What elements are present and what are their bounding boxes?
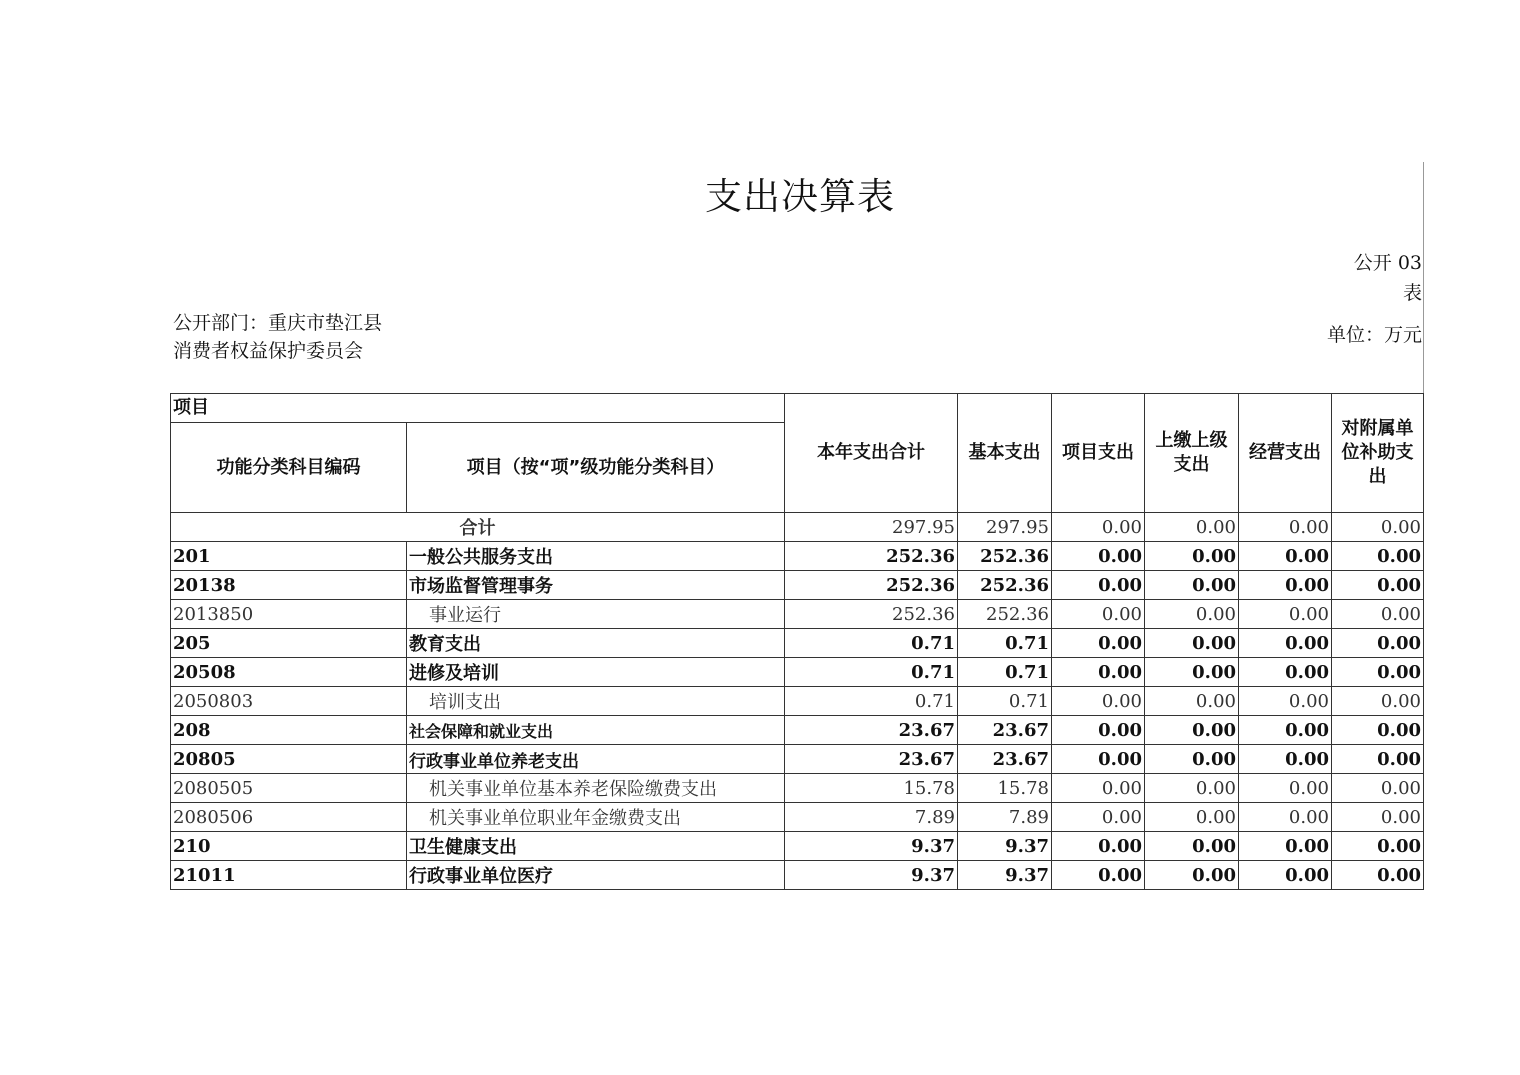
- header-business: 经营支出: [1239, 394, 1332, 513]
- header-subsidy: 对附属单位补助支出: [1332, 394, 1424, 513]
- row-value: 0.00: [1052, 571, 1145, 600]
- total-label: 合计: [171, 513, 785, 542]
- table-row: [171, 629, 1424, 658]
- row-value: 0.00: [1332, 745, 1424, 774]
- row-value: 0.00: [1332, 803, 1424, 832]
- row-value: 0.00: [1052, 658, 1145, 687]
- row-code: 21011: [171, 861, 407, 890]
- row-value: 0.00: [1145, 861, 1239, 890]
- department-label: 公开部门：重庆市垫江县消费者权益保护委员会: [173, 312, 383, 362]
- row-value: 0.00: [1332, 716, 1424, 745]
- row-value: 7.89: [785, 803, 958, 832]
- row-code: 2013850: [171, 600, 407, 629]
- row-value: 0.00: [1052, 861, 1145, 890]
- total-row: [171, 513, 1424, 542]
- row-name: 培训支出: [407, 687, 785, 716]
- row-value: 0.00: [1052, 745, 1145, 774]
- row-value: 0.00: [1239, 774, 1332, 803]
- row-value: 0.00: [1052, 716, 1145, 745]
- table-row: [171, 745, 1424, 774]
- row-code: 2050803: [171, 687, 407, 716]
- table-row: [171, 803, 1424, 832]
- table-row: [171, 600, 1424, 629]
- row-value: 0.00: [1239, 629, 1332, 658]
- row-value: 252.36: [958, 542, 1052, 571]
- row-name: 社会保障和就业支出: [407, 716, 785, 745]
- table-row: [171, 774, 1424, 803]
- row-value: 0.71: [958, 629, 1052, 658]
- table-row: [171, 716, 1424, 745]
- row-value: 9.37: [958, 861, 1052, 890]
- row-value: 0.00: [1052, 542, 1145, 571]
- row-value: 15.78: [785, 774, 958, 803]
- row-value: 0.00: [1145, 716, 1239, 745]
- row-value: 0.00: [1052, 832, 1145, 861]
- row-name: 事业运行: [407, 600, 785, 629]
- table-row: [171, 571, 1424, 600]
- row-value: 9.37: [785, 861, 958, 890]
- row-value: 0.00: [1052, 774, 1145, 803]
- row-value: 0.00: [1332, 600, 1424, 629]
- row-code: 20138: [171, 571, 407, 600]
- row-value: 0.00: [1239, 571, 1332, 600]
- row-code: 20508: [171, 658, 407, 687]
- table-row: [171, 861, 1424, 890]
- row-value: 0.00: [1332, 658, 1424, 687]
- row-value: 0.00: [1332, 774, 1424, 803]
- header-basic: 基本支出: [958, 394, 1052, 513]
- row-value: 23.67: [958, 716, 1052, 745]
- row-value: 0.00: [1239, 861, 1332, 890]
- row-value: 0.00: [1332, 687, 1424, 716]
- page-title: 支出决算表: [705, 175, 895, 218]
- row-value: 0.00: [1052, 629, 1145, 658]
- row-code: 208: [171, 716, 407, 745]
- table-row: [171, 687, 1424, 716]
- row-value: 0.71: [958, 658, 1052, 687]
- row-value: 0.00: [1052, 687, 1145, 716]
- row-value: 0.00: [1145, 542, 1239, 571]
- unit-label: 单位：万元: [1326, 324, 1422, 346]
- header-upper: 上缴上级支出: [1145, 394, 1239, 513]
- row-value: 0.71: [958, 687, 1052, 716]
- row-value: 0.00: [1052, 600, 1145, 629]
- header-name: 项目（按“项”级功能分类科目）: [407, 423, 785, 513]
- row-value: 0.71: [785, 658, 958, 687]
- row-value: 9.37: [958, 832, 1052, 861]
- row-value: 0.00: [1239, 745, 1332, 774]
- row-value: 0.00: [1332, 542, 1424, 571]
- row-value: 0.00: [1145, 803, 1239, 832]
- row-name: 行政事业单位医疗: [407, 861, 785, 890]
- row-value: 0.00: [1145, 600, 1239, 629]
- row-value: 9.37: [785, 832, 958, 861]
- row-value: 0.00: [1332, 629, 1424, 658]
- total-value: 0.00: [1332, 513, 1424, 542]
- row-value: 252.36: [785, 600, 958, 629]
- row-value: 0.00: [1239, 803, 1332, 832]
- row-value: 23.67: [785, 745, 958, 774]
- row-name: 机关事业单位职业年金缴费支出: [407, 803, 785, 832]
- expenditure-table: [170, 393, 1424, 890]
- header-total: 本年支出合计: [785, 394, 958, 513]
- row-value: 7.89: [958, 803, 1052, 832]
- row-value: 23.67: [958, 745, 1052, 774]
- row-value: 0.00: [1239, 600, 1332, 629]
- total-value: 0.00: [1052, 513, 1145, 542]
- row-value: 0.71: [785, 687, 958, 716]
- row-name: 教育支出: [407, 629, 785, 658]
- row-value: 15.78: [958, 774, 1052, 803]
- row-value: 0.00: [1145, 832, 1239, 861]
- row-value: 252.36: [785, 571, 958, 600]
- row-value: 0.00: [1145, 629, 1239, 658]
- row-code: 2080506: [171, 803, 407, 832]
- row-value: 0.00: [1145, 687, 1239, 716]
- header-project-exp: 项目支出: [1052, 394, 1145, 513]
- right-border-line: [1423, 162, 1424, 394]
- total-value: 0.00: [1239, 513, 1332, 542]
- row-value: 23.67: [785, 716, 958, 745]
- row-name: 卫生健康支出: [407, 832, 785, 861]
- header-code: 功能分类科目编码: [171, 423, 407, 513]
- row-value: 252.36: [785, 542, 958, 571]
- header-row-1: [171, 394, 1424, 423]
- row-name: 行政事业单位养老支出: [407, 745, 785, 774]
- row-value: 0.00: [1145, 571, 1239, 600]
- row-value: 0.71: [785, 629, 958, 658]
- row-value: 0.00: [1239, 832, 1332, 861]
- row-value: 0.00: [1239, 542, 1332, 571]
- total-value: 0.00: [1145, 513, 1239, 542]
- row-value: 0.00: [1145, 745, 1239, 774]
- row-name: 市场监督管理事务: [407, 571, 785, 600]
- row-value: 0.00: [1145, 658, 1239, 687]
- row-name: 进修及培训: [407, 658, 785, 687]
- table-row: [171, 658, 1424, 687]
- total-value: 297.95: [785, 513, 958, 542]
- row-value: 0.00: [1052, 803, 1145, 832]
- row-code: 2080505: [171, 774, 407, 803]
- row-value: 0.00: [1332, 571, 1424, 600]
- row-value: 0.00: [1332, 832, 1424, 861]
- row-value: 252.36: [958, 571, 1052, 600]
- table-row: [171, 832, 1424, 861]
- row-value: 0.00: [1145, 774, 1239, 803]
- row-code: 201: [171, 542, 407, 571]
- row-code: 205: [171, 629, 407, 658]
- form-number: 公开 03 表: [1353, 252, 1422, 304]
- row-name: 机关事业单位基本养老保险缴费支出: [407, 774, 785, 803]
- header-project: 项目: [171, 394, 785, 423]
- row-value: 0.00: [1332, 861, 1424, 890]
- row-value: 0.00: [1239, 658, 1332, 687]
- table-row: [171, 542, 1424, 571]
- row-value: 252.36: [958, 600, 1052, 629]
- row-value: 0.00: [1239, 716, 1332, 745]
- row-value: 0.00: [1239, 687, 1332, 716]
- total-value: 297.95: [958, 513, 1052, 542]
- row-name: 一般公共服务支出: [407, 542, 785, 571]
- row-code: 20805: [171, 745, 407, 774]
- row-code: 210: [171, 832, 407, 861]
